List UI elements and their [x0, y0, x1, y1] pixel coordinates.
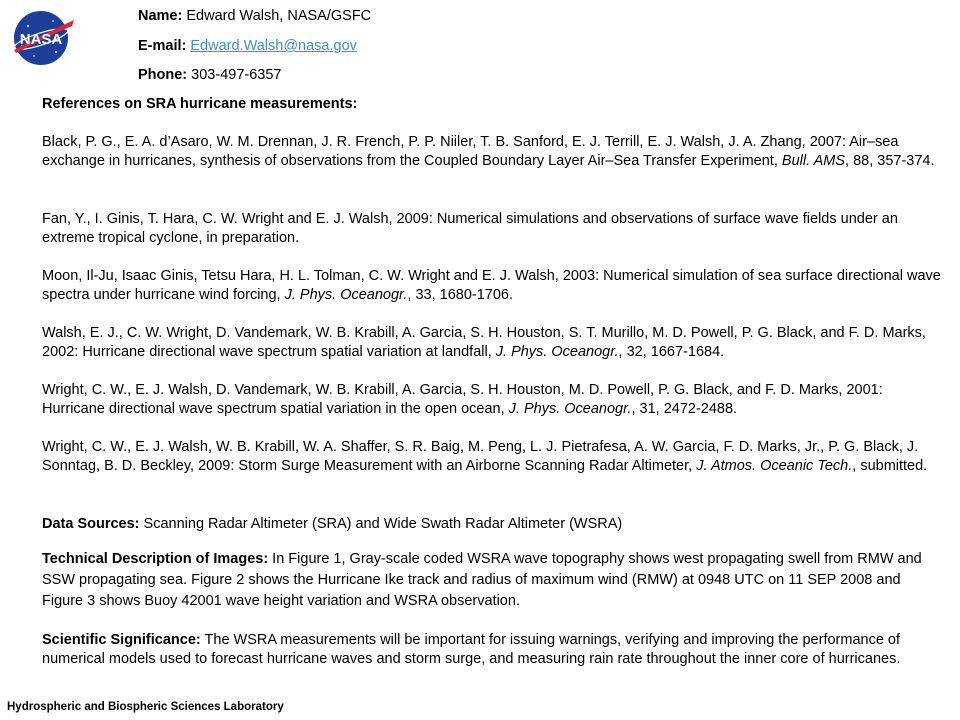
reference-journal: J. Phys. Oceanogr.	[284, 287, 408, 303]
reference-tail: , 88, 357-374.	[845, 153, 935, 169]
technical-description	[42, 549, 942, 612]
phone-value: 303-497-6357	[187, 67, 282, 83]
reference-item	[42, 438, 942, 476]
reference-tail: , submitted.	[852, 458, 928, 474]
reference-authors: Walsh, E. J., C. W. Wright, D. Vandemark, W. B. Krabill, A. Garcia, S. H. Houston, S. T. Murillo, M. D. Powell, P. G. Black, and F. D. Marks, 2002: Hurricane directional wave spectrum spatial variation at landfall,	[42, 325, 926, 360]
technical-description-label: Technical Description of Images:	[42, 551, 269, 567]
data-sources-label: Data Sources:	[42, 516, 140, 532]
nasa-logo-text: NASA	[19, 31, 63, 48]
scientific-significance-text: The WSRA measurements will be important for issuing warnings, verifying and improving the performance of numerical models used to forecast hurricane waves and storm surge, and measuring rain rate throughout the inner core of hurricanes.	[42, 632, 901, 667]
reference-authors: Fan, Y., I. Ginis, T. Hara, C. W. Wright and E. J. Walsh, 2009: Numerical simulations and observations of surface wave fields under an extreme tropical cyclone, in preparation.	[42, 211, 898, 246]
nasa-meatball-icon	[8, 6, 78, 70]
reference-journal: J. Atmos. Oceanic Tech.	[696, 458, 853, 474]
data-sources-text: Scanning Radar Altimeter (SRA) and Wide Swath Radar Altimeter (WSRA)	[139, 516, 623, 532]
contact-email-row	[138, 37, 357, 56]
contact-phone-row	[138, 66, 281, 85]
scientific-significance-label: Scientific Significance:	[42, 632, 201, 648]
phone-label: Phone:	[138, 67, 188, 83]
references-heading-text: References on SRA hurricane measurements:	[42, 96, 358, 112]
reference-authors: Moon, Il-Ju, Isaac Ginis, Tetsu Hara, H. L. Tolman, C. W. Wright and E. J. Walsh, 2003: Numerical simulation of sea surface directional wave spectra under hurricane wind forcing,	[42, 268, 941, 303]
data-sources	[42, 515, 942, 534]
email-label: E-mail:	[138, 38, 187, 54]
reference-journal: J. Phys. Oceanogr.	[508, 401, 632, 417]
reference-item	[42, 267, 942, 305]
reference-journal: Bull. AMS	[781, 153, 846, 169]
reference-authors: Wright, C. W., E. J. Walsh, D. Vandemark, W. B. Krabill, A. Garcia, S. H. Houston, M. D. Powell, P. G. Black, and F. D. Marks, 2001: Hurricane directional wave spectrum spatial variation in the open ocean,	[42, 382, 883, 417]
reference-journal: J. Phys. Oceanogr.	[495, 344, 619, 360]
scientific-significance	[42, 631, 942, 669]
reference-tail: , 33, 1680-1706.	[407, 287, 514, 303]
reference-item	[42, 324, 942, 362]
reference-tail: , 31, 2472-2488.	[631, 401, 738, 417]
references-heading	[42, 95, 357, 114]
name-label: Name:	[138, 8, 183, 24]
name-value: Edward Walsh, NASA/GSFC	[182, 8, 372, 24]
footer-lab-name: Hydrospheric and Biospheric Sciences Laboratory	[7, 701, 284, 713]
reference-item	[42, 381, 942, 419]
nasa-logo	[8, 6, 78, 70]
reference-tail: , 32, 1667-1684.	[618, 344, 725, 360]
reference-authors: Black, P. G., E. A. d’Asaro, W. M. Drennan, J. R. French, P. P. Niiler, T. B. Sanford, E. J. Terrill, E. J. Walsh, J. A. Zhang, 2007: Air–sea exchange in hurricanes, synthesis of observations from the Coupled Boundary Layer Air–Sea Transfer Experiment,	[42, 134, 899, 169]
reference-item	[42, 210, 942, 248]
reference-item	[42, 133, 942, 171]
reference-authors: Wright, C. W., E. J. Walsh, W. B. Krabill, W. A. Shaffer, S. R. Baig, M. Peng, L. J. Pietrafesa, A. W. Garcia, F. D. Marks, Jr., P. G. Black, J. Sonntag, B. D. Beckley, 2009: Storm Surge Measurement with an Airborne Scanning Radar Altimeter,	[42, 439, 919, 474]
technical-description-text: In Figure 1, Gray-scale coded WSRA wave topography shows west propagating swell from RMW and SSW propagating sea. Figure 2 shows the Hurricane Ike track and radius of maximum wind (RMW) at 0948 UTC on 11 SEP 2008 and Figure 3 shows Buoy 42001 wave height variation and WSRA observation.	[42, 551, 922, 609]
email-link[interactable]: Edward.Walsh@nasa.gov	[190, 38, 357, 54]
contact-name-row	[138, 7, 371, 26]
